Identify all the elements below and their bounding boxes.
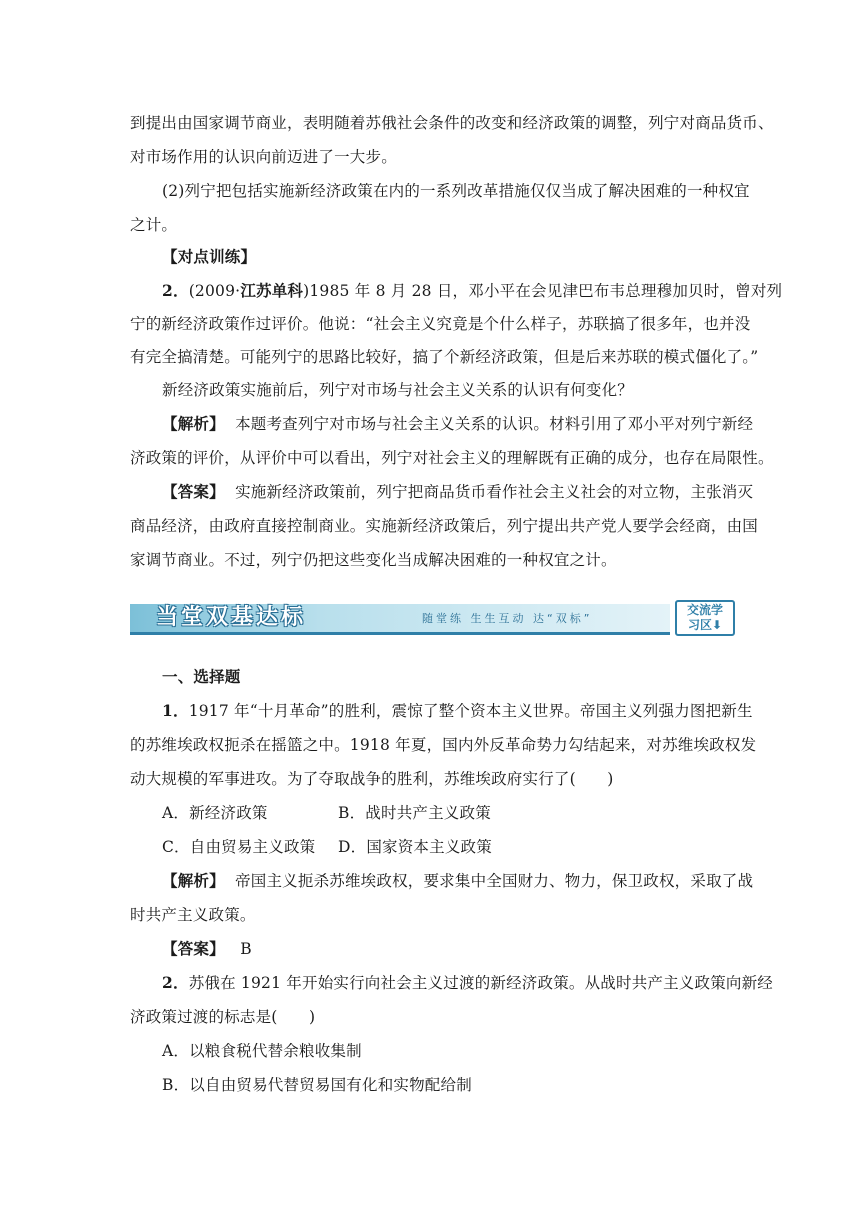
option-b: B．战时共产主义政策 xyxy=(338,804,491,822)
question-text: 1917 年“十月革命”的胜利，震惊了整个资本主义世界。帝国主义列强力图把新生 xyxy=(188,702,753,720)
paragraph-line: 到提出由国家调节商业，表明随着苏俄社会条件的改变和经济政策的调整，列宁对商品货币、 xyxy=(130,114,774,132)
option-b: B．以自由贸易代替贸易国有化和实物配给制 xyxy=(162,1076,472,1094)
banner-underline xyxy=(130,632,670,635)
question-line: 宁的新经济政策作过评价。他说：“社会主义究竟是个什么样子，苏联搞了很多年，也并没 xyxy=(130,315,751,333)
question-line xyxy=(162,700,753,722)
question-line xyxy=(162,280,783,302)
question-line: 济政策过渡的标志是( ) xyxy=(130,1008,316,1026)
question-line: 的苏维埃政权扼杀在摇篮之中。1918 年夏，国内外反革命势力勾结起来，对苏维埃政权发 xyxy=(130,736,757,754)
question-line xyxy=(162,972,773,994)
option-row xyxy=(162,836,730,858)
analysis-line xyxy=(162,870,754,892)
exchange-area-label: 交流学 xyxy=(686,603,723,617)
exchange-area-label-2: 习区⬇ xyxy=(687,618,723,632)
option-a: A．以粮食税代替余粮收集制 xyxy=(162,1042,362,1060)
answer-line xyxy=(162,481,754,503)
analysis-label: 【解析】 xyxy=(162,871,225,890)
answer-line xyxy=(162,938,730,960)
exchange-area-button[interactable] xyxy=(675,600,735,636)
analysis-text: 本题考查列宁对市场与社会主义关系的认识。材料引用了邓小平对列宁新经 xyxy=(235,415,754,433)
question-line: 有完全搞清楚。可能列宁的思路比较好，搞了个新经济政策，但是后来苏联的模式僵化了。” xyxy=(130,348,759,366)
section-heading: 一、选择题 xyxy=(162,668,241,686)
question-text: 苏俄在 1921 年开始实行向社会主义过渡的新经济政策。从战时共产主义政策向新经 xyxy=(188,974,773,992)
question-number: 2． xyxy=(162,281,189,300)
answer-label: 【答案】 xyxy=(162,939,225,958)
answer-line: 家调节商业。不过，列宁仍把这些变化当成解决困难的一种权宜之计。 xyxy=(130,551,617,569)
analysis-text: 帝国主义扼杀苏维埃政权，要求集中全国财力、物力，保卫政权，采取了战 xyxy=(235,872,754,890)
option-a: A．新经济政策 xyxy=(162,804,268,822)
option-d: D．国家资本主义政策 xyxy=(338,838,492,856)
training-heading: 【对点训练】 xyxy=(162,248,257,266)
analysis-line: 济政策的评价，从评价中可以看出，列宁对社会主义的理解既有正确的成分，也存在局限性。 xyxy=(130,449,774,467)
answer-text: 实施新经济政策前，列宁把商品货币看作社会主义社会的对立物，主张消灭 xyxy=(235,483,754,501)
paragraph-line: 对市场作用的认识向前迈进了一大步。 xyxy=(130,148,397,166)
answer-label: 【答案】 xyxy=(162,482,225,501)
section-banner xyxy=(130,598,738,640)
analysis-line: 时共产主义政策。 xyxy=(130,906,256,924)
analysis-line xyxy=(162,413,754,435)
question-prompt: 新经济政策实施前后，列宁对市场与社会主义关系的认识有何变化？ xyxy=(162,381,634,399)
question-source-name: 江苏单科 xyxy=(240,281,304,300)
question-line: 动大规模的军事进攻。为了夺取战争的胜利，苏维埃政府实行了( ) xyxy=(130,770,614,788)
question-number: 1． xyxy=(162,701,189,720)
paragraph-line: (2)列宁把包括实施新经济政策在内的一系列改革措施仅仅当成了解决困难的一种权宜 xyxy=(162,182,750,200)
answer-text: B xyxy=(240,940,252,958)
paragraph-line: 之计。 xyxy=(130,216,178,234)
option-c: C．自由贸易主义政策 xyxy=(162,838,316,856)
answer-line: 商品经济，由政府直接控制商业。实施新经济政策后，列宁提出共产党人要学会经商，由国 xyxy=(130,517,759,535)
question-number: 2． xyxy=(162,973,189,992)
banner-subtitle: 随堂练 生生互动 达“双标” xyxy=(422,612,593,625)
banner-title: 当堂双基达标 xyxy=(156,605,307,630)
question-text: )1985 年 8 月 28 日，邓小平在会见津巴布韦总理穆加贝时，曾对列 xyxy=(303,282,783,300)
analysis-label: 【解析】 xyxy=(162,414,225,433)
question-source: (2009· xyxy=(188,282,241,300)
option-row xyxy=(162,802,730,824)
